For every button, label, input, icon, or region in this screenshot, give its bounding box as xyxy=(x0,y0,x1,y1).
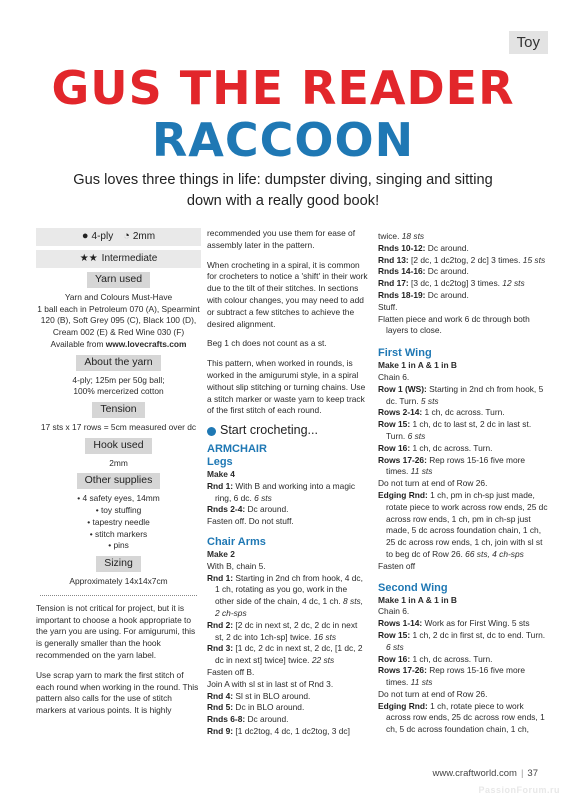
instruction-row xyxy=(207,726,368,738)
row-text: Rep rows 15-16 five more times. xyxy=(386,454,526,477)
paragraph: recommended you use them for ease of assembly later in the pattern. xyxy=(207,228,356,250)
arms-continued xyxy=(378,231,548,337)
skill-level-spec xyxy=(36,250,201,268)
instruction-row xyxy=(378,302,548,314)
wings-column xyxy=(378,228,548,736)
section-heading: Tension xyxy=(92,402,144,418)
row-label: Rows 1-14: xyxy=(378,618,423,629)
stitch-count: 6 sts xyxy=(386,641,404,652)
section-line: 4-ply; 125m per 50g ball; xyxy=(72,374,165,385)
row-text: Fasten off xyxy=(378,560,416,571)
section-line: Cream 002 (E) & Red Wine 030 (F) xyxy=(52,327,185,338)
row-label: Edging Rnd: xyxy=(378,489,428,500)
row-label: Rnds 6-8: xyxy=(207,714,246,725)
instruction-row xyxy=(207,691,368,703)
instruction-row xyxy=(378,701,548,736)
row-label: Rnd 1: xyxy=(207,480,234,491)
stitch-count: 11 sts xyxy=(410,466,433,477)
row-label: Rnd 2: xyxy=(207,619,234,630)
row-label: Rnd 13: xyxy=(378,254,409,265)
stitch-count: 66 sts, 4 ch-sps xyxy=(465,548,524,559)
footer-site: www.craftworld.com xyxy=(432,768,517,779)
instruction-row xyxy=(378,231,548,243)
materials-sidebar xyxy=(36,272,201,588)
first-wing-instructions xyxy=(378,372,548,573)
instruction-row xyxy=(207,714,368,726)
instruction-row xyxy=(378,384,548,408)
instruction-row xyxy=(378,255,548,267)
first-wing-make: Make 1 in A & 1 in B xyxy=(378,360,457,371)
row-label: Rows 17-26: xyxy=(378,454,427,465)
instruction-row xyxy=(378,372,548,384)
row-text: Sl st in BLO around. xyxy=(233,690,311,701)
row-text: 1 ch, 2 dc in first st, dc to end. Turn. xyxy=(410,629,546,640)
stitch-count: 8 sts, 2 ch-sps xyxy=(215,596,364,618)
section-line: • 4 safety eyes, 14mm xyxy=(77,493,160,504)
instruction-row xyxy=(378,278,548,290)
start-crocheting-heading xyxy=(207,425,368,437)
section-heading: About the yarn xyxy=(76,355,160,371)
row-text: 1 ch, rotate piece to work across row ends, 25 dc across row ends, 1 ch, 5 dc across foundation chain, 1 ch, xyxy=(386,700,545,735)
stitch-count: 5 sts xyxy=(420,395,439,406)
instruction-row xyxy=(378,407,548,419)
instruction-row xyxy=(378,478,548,490)
section-line: 120 (B), Soft Grey 095 (C), Black 100 (D), xyxy=(40,315,197,326)
row-text: Dc around. xyxy=(425,289,469,300)
instruction-row xyxy=(207,667,368,679)
stitch-count: 18 sts xyxy=(401,231,425,241)
row-label: Rnds 18-19: xyxy=(378,289,426,300)
start-label: Start crocheting... xyxy=(220,423,318,438)
armchair-heading: ARMCHAIR xyxy=(207,442,267,455)
legs-heading: Legs xyxy=(207,455,233,468)
row-text: With B and working into a magic ring, 6 dc. xyxy=(215,480,356,503)
stitch-count: 15 sts xyxy=(522,254,546,265)
sidebar-section xyxy=(36,272,201,351)
row-text: [3 dc, 1 dc2tog] 3 times. xyxy=(408,278,503,289)
sidebar-section xyxy=(36,438,201,470)
row-text: Do not turn at end of Row 26. xyxy=(378,478,488,489)
row-text: Work as for First Wing. 5 sts xyxy=(422,618,530,629)
row-label: Rnds 10-12: xyxy=(378,242,426,253)
yarn-weight: 4-ply xyxy=(91,231,114,243)
instruction-row xyxy=(378,455,548,479)
chair-arms-heading: Chair Arms xyxy=(207,535,266,548)
row-label: Edging Rnd: xyxy=(378,700,428,711)
row-text: Rep rows 15-16 five more times. xyxy=(386,665,526,688)
row-text: Dc in BLO around. xyxy=(233,702,305,713)
row-text: With B, chain 5. xyxy=(207,560,266,571)
row-label: Rnds 2-4: xyxy=(207,504,246,515)
row-text: Dc around. xyxy=(245,504,289,515)
stitch-count: 6 sts xyxy=(254,492,272,503)
paragraph: Beg 1 ch does not count as a st. xyxy=(207,338,327,349)
notes-column xyxy=(207,228,368,738)
instruction-row xyxy=(207,504,368,516)
sidebar-section xyxy=(36,556,201,588)
arms-make: Make 2 xyxy=(207,548,235,559)
row-label: Rnd 5: xyxy=(207,702,234,713)
row-label: Row 16: xyxy=(378,442,411,453)
row-label: Row 15: xyxy=(378,629,411,640)
row-text: Chain 6. xyxy=(378,371,410,382)
yarn-weight-hook-spec xyxy=(36,228,201,246)
instruction-row xyxy=(207,573,368,620)
category-tag: Toy xyxy=(509,31,548,54)
row-text: 1 ch, dc to last st, 2 dc in last st. Turn. xyxy=(386,419,532,441)
second-wing-heading: Second Wing xyxy=(378,581,448,594)
row-text: Dc around. xyxy=(425,242,469,253)
row-text: [1 dc, 2 dc in next st, 2 dc, [1 dc, 2 dc in next st] twice] twice. xyxy=(215,643,363,666)
instruction-row xyxy=(378,243,548,255)
section-line: • toy stuffing xyxy=(95,504,142,515)
instruction-row xyxy=(378,443,548,455)
instruction-row xyxy=(378,561,548,573)
first-wing-heading: First Wing xyxy=(378,347,432,360)
instruction-row xyxy=(207,481,368,505)
instruction-row xyxy=(207,516,368,528)
row-text: Flatten piece and work 6 dc through both layers to close. xyxy=(378,313,530,336)
row-text: Do not turn at end of Row 26. xyxy=(378,688,488,699)
watermark: PassionForum.ru xyxy=(478,785,560,795)
section-line: 2mm xyxy=(109,457,128,468)
stitch-count: 12 sts xyxy=(502,278,525,289)
instruction-row xyxy=(207,643,368,667)
row-text: Dc around. xyxy=(425,266,469,277)
row-label: Row 1 (WS): xyxy=(378,383,427,394)
row-text: twice. xyxy=(378,231,402,241)
row-text: 1 ch, dc across. Turn. xyxy=(410,442,493,453)
instruction-row xyxy=(207,561,368,573)
section-line: • tapestry needle xyxy=(87,516,150,527)
row-text: Fasten off B. xyxy=(207,666,255,677)
row-text: 1 ch, pm in ch-sp just made, rotate piece to work across row ends, 25 dc across row ends, 1 ch, pm in ch-sp just made, 5 dc across foundation chain, 1 ch, 25 dc across row ends, 1 ch, join with sl st to beg dc of Row 26. xyxy=(386,489,548,559)
section-line: • pins xyxy=(108,540,129,551)
instruction-row xyxy=(378,606,548,618)
row-label: Rows 2-14: xyxy=(378,407,423,418)
pattern-title-line1: GUS THE READER xyxy=(51,61,515,115)
supplier-link: www.lovecrafts.com xyxy=(105,338,187,349)
pattern-title-line2: RACCOON xyxy=(151,113,415,167)
instruction-row xyxy=(378,419,548,443)
sidebar-section xyxy=(36,355,201,398)
row-text: Dc around. xyxy=(245,714,289,725)
section-heading: Hook used xyxy=(85,438,151,454)
stitch-count: 22 sts xyxy=(311,655,335,666)
row-label: Row 15: xyxy=(378,419,411,430)
section-heading: Other supplies xyxy=(77,473,161,489)
row-text: Fasten off. Do not stuff. xyxy=(207,516,294,527)
info-column xyxy=(36,228,201,725)
row-text: Starting in 2nd ch from hook, 4 dc, 1 ch, rotating as you go, work in the other side of the chain, 4 dc, 1 ch. xyxy=(215,572,363,607)
section-heading: Sizing xyxy=(96,556,141,572)
paragraph: Tension is not critical for project, but it is important to choose a hook appropriate to the yarn you are using. For amigurumi, this is generally smaller than the hook recommended on the yarn label. xyxy=(36,602,196,660)
section-line: 17 sts x 17 rows = 5cm measured over dc xyxy=(40,421,197,432)
page-number: 37 xyxy=(527,768,538,779)
legs-make: Make 4 xyxy=(207,468,235,479)
bullet-icon xyxy=(207,427,216,436)
hook-size: 2mm xyxy=(132,231,156,243)
section-line: Yarn and Colours Must-Have xyxy=(64,291,173,302)
row-text: [2 dc, 1 dc2tog, 2 dc] 3 times. xyxy=(408,254,523,265)
instruction-row xyxy=(378,290,548,302)
row-label: Rnds 14-16: xyxy=(378,266,426,277)
second-wing-instructions xyxy=(378,606,548,736)
yarn-ball-icon: ● xyxy=(81,230,89,243)
paragraph: When crocheting in a spiral, it is common for crocheters to notice a 'shift' in their work due to the tilt of their stitches. In sections with colour changes, you may need to add or subtract a few stitches to achieve the desired alignment. xyxy=(207,259,368,329)
paragraph: This pattern, when worked in rounds, is worked in the amigurumi style, in a spiral without slip stitching or turning chains. Use a stitch marker or waste yarn to keep track of the first stitch of each round. xyxy=(207,358,366,416)
row-text: 1 ch, dc across. Turn. xyxy=(410,653,493,664)
stitch-count: 11 sts xyxy=(410,677,433,688)
dotted-divider xyxy=(40,595,197,596)
second-wing-make: Make 1 in A & 1 in B xyxy=(378,594,457,605)
row-label: Rnd 1: xyxy=(207,572,234,583)
row-label: Rnd 9: xyxy=(207,725,234,736)
paragraph: Use scrap yarn to mark the first stitch of each round when working in the round. This pattern also calls for the use of stitch markers at various points. It is highly xyxy=(36,669,199,716)
instruction-row xyxy=(207,702,368,714)
instruction-row xyxy=(378,618,548,630)
skill-level: Intermediate xyxy=(101,253,158,265)
section-line: • stitch markers xyxy=(89,528,148,539)
instruction-row xyxy=(378,630,548,654)
hook-icon: ◔ xyxy=(123,230,130,243)
row-text: [1 dc2tog, 4 dc, 1 dc2tog, 3 dc] xyxy=(233,725,350,736)
row-text: 1 ch, dc across. Turn. xyxy=(422,407,505,418)
intro-notes xyxy=(36,603,201,717)
row-text: Chain 6. xyxy=(378,606,410,617)
instruction-row xyxy=(378,689,548,701)
section-line: Approximately 14x14x7cm xyxy=(69,575,168,586)
instruction-row xyxy=(378,314,548,338)
row-label: Row 16: xyxy=(378,653,411,664)
instruction-row xyxy=(378,490,548,561)
row-label: Rows 17-26: xyxy=(378,665,427,676)
section-line: 1 ball each in Petroleum 070 (A), Spearmint xyxy=(37,303,200,314)
intro-text: Gus loves three things in life: dumpster diving, singing and sitting down with a really good book! xyxy=(73,172,493,209)
sidebar-section xyxy=(36,473,201,552)
section-heading: Yarn used xyxy=(87,272,150,288)
row-text: [2 dc in next st, 2 dc, 2 dc in next st, 2 dc into 1ch-sp] twice. xyxy=(215,619,358,642)
row-label: Rnd 17: xyxy=(378,278,409,289)
row-text: Stuff. xyxy=(378,301,398,312)
instruction-row xyxy=(207,620,368,644)
stitch-count: 6 sts xyxy=(407,430,426,441)
row-label: Rnd 4: xyxy=(207,690,234,701)
instruction-row xyxy=(207,679,368,691)
row-text: Join A with sl st in last st of Rnd 3. xyxy=(207,678,334,689)
arms-instructions xyxy=(207,561,368,738)
availability-label: Available from xyxy=(50,338,106,349)
instruction-row xyxy=(378,654,548,666)
instruction-row xyxy=(378,665,548,689)
legs-instructions xyxy=(207,481,368,528)
skill-stars: ★★ xyxy=(79,253,98,265)
row-label: Rnd 3: xyxy=(207,643,234,654)
sidebar-section xyxy=(36,402,201,434)
stitch-count: 16 sts xyxy=(313,631,337,642)
page-footer: www.craftworld.com | 37 xyxy=(432,768,538,779)
section-line: 100% mercerized cotton xyxy=(73,386,164,397)
row-text: Starting in 2nd ch from hook, 5 dc. Turn. xyxy=(386,383,544,406)
section-line xyxy=(36,339,201,351)
instruction-row xyxy=(378,266,548,278)
pattern-notes xyxy=(207,228,368,417)
